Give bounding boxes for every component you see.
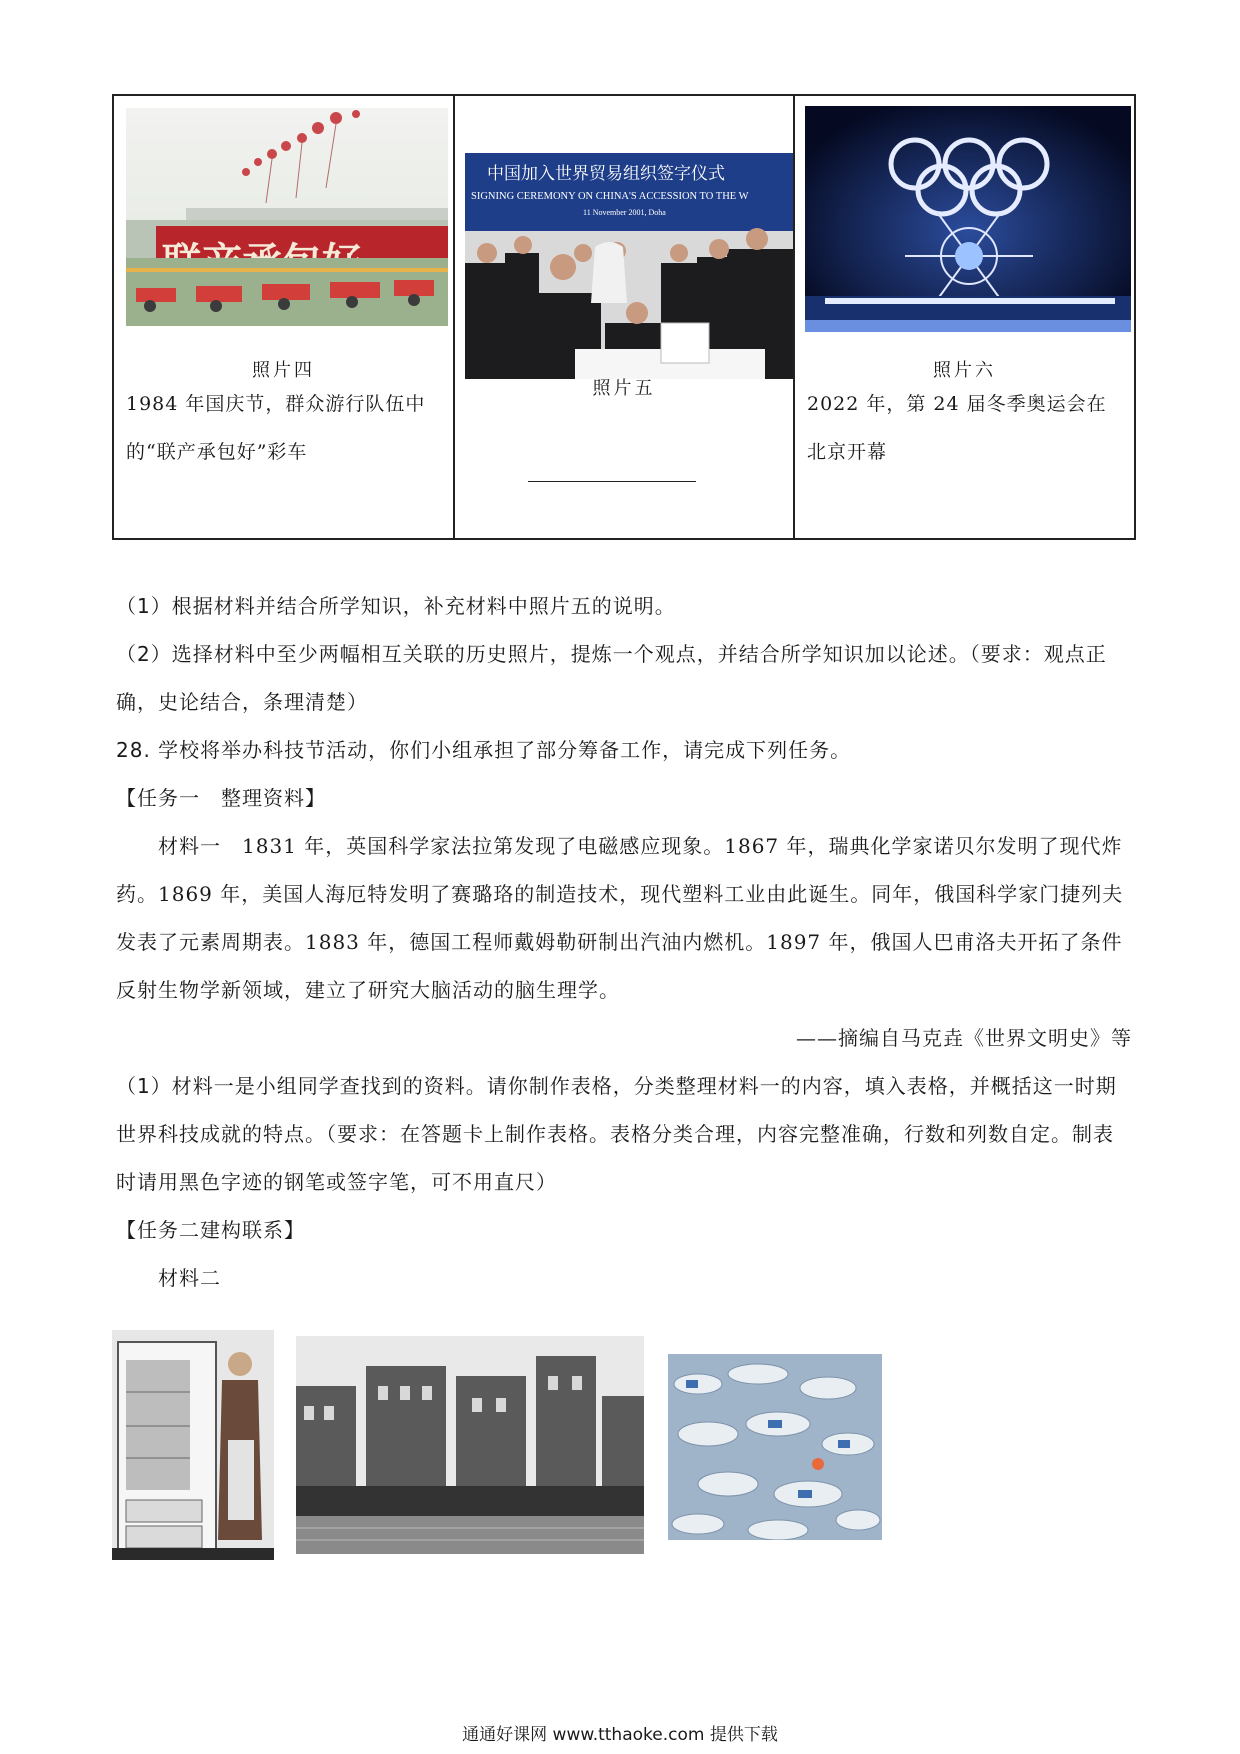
task2-heading: 【任务二建构联系】	[116, 1218, 305, 1242]
task1-heading: 【任务一 整理资料】	[116, 786, 326, 810]
olympic-opening-photo	[805, 106, 1131, 332]
banner-date-text: 11 November 2001, Doha	[583, 208, 666, 217]
photo4-description: 1984 年国庆节，群众游行队伍中的“联产承包好”彩车	[126, 393, 426, 463]
photo-table	[112, 94, 1136, 540]
wto-signing-photo	[465, 153, 793, 379]
material-1-source: ——摘编自马克垚《世界文明史》等	[796, 1026, 1132, 1050]
page-footer: 通通好课网 www.tthaoke.com 提供下载	[462, 1725, 778, 1745]
photo4-image	[126, 108, 448, 326]
question-28-intro: 28. 学校将举办科技节活动，你们小组承担了部分筹备工作，请完成下列任务。	[116, 738, 852, 762]
war-ruins-photo	[296, 1336, 644, 1554]
photo6-image	[805, 106, 1131, 332]
photo5-blank-line	[528, 481, 696, 482]
photo4-cell	[113, 95, 454, 539]
banner-chinese-text: 中国加入世界贸易组织签字仪式	[487, 164, 725, 184]
photo5-cell	[454, 95, 794, 539]
question-28-1: （1）材料一是小组同学查找到的资料。请你制作表格，分类整理材料一的内容，填入表格，并概括这一时期世界科技成就的特点。（要求：在答题卡上制作表格。表格分类合理，内容完整准确，行数和列数自定。制表时请用黑色字迹的钢笔或签字笔，可不用直尺）	[116, 1074, 1117, 1194]
material-1: 材料一 1831 年，英国科学家法拉第发现了电磁感应现象。1867 年，瑞典化学家诺贝尔发明了现代炸药。1869 年，美国人海厄特发明了赛璐珞的制造技术，现代塑料工业由此诞生。同年，俄国科学家门捷列夫发表了元素周期表。1883 年，德国工程师戴姆勒研制出汽油内燃机。1897 年，俄国人巴甫洛夫开拓了条件反射生物学新领域，建立了研究大脑活动的脑生理学。	[116, 834, 1124, 1002]
question-2: （2）选择材料中至少两幅相互关联的历史照片，提炼一个观点，并结合所学知识加以论述。（要求：观点正确，史论结合，条理清楚）	[116, 642, 1107, 714]
plastic-bottles-photo	[668, 1354, 882, 1540]
photo5-title: 照片五	[592, 378, 656, 399]
photo6-cell	[794, 95, 1135, 539]
question-1: （1）根据材料并结合所学知识，补充材料中照片五的说明。	[116, 594, 676, 618]
photo4-title: 照片四	[252, 360, 315, 381]
photo6-title: 照片六	[933, 360, 996, 381]
refrigerator-photo	[112, 1330, 274, 1560]
parade-float-photo	[126, 108, 448, 326]
material-2-label: 材料二	[158, 1266, 221, 1290]
photo6-description: 2022 年，第 24 届冬季奥运会在北京开幕	[807, 393, 1107, 463]
photo5-image	[465, 153, 793, 379]
banner-english-text: SIGNING CEREMONY ON CHINA'S ACCESSION TO THE W	[471, 191, 749, 202]
